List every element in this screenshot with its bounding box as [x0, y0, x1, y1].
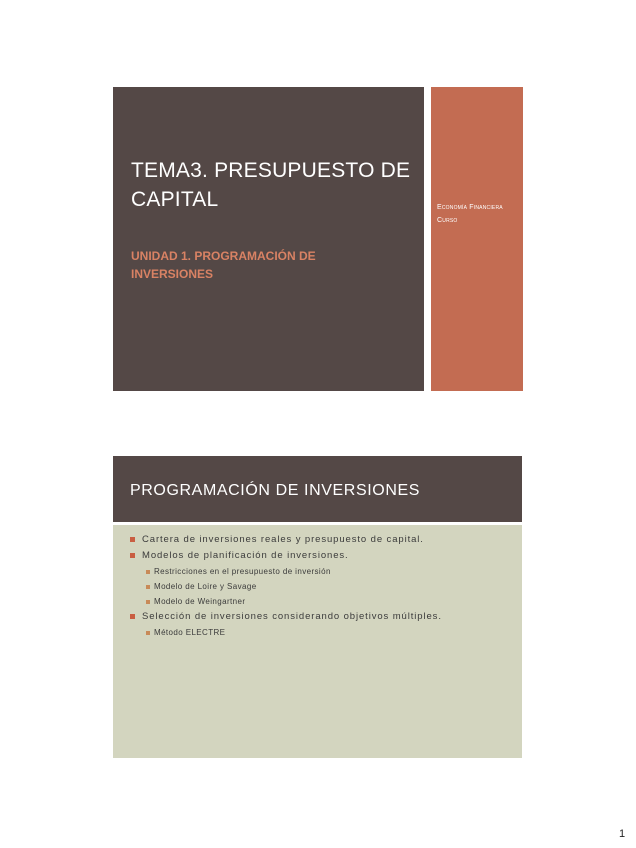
bullet-square-icon	[130, 553, 135, 558]
list-item-text: Modelos de planificación de inversiones.	[142, 550, 349, 561]
slide2-title: PROGRAMACIÓN DE INVERSIONES	[130, 482, 421, 499]
bullet-square-icon	[146, 570, 150, 574]
bullet-square-icon	[146, 585, 150, 589]
slide1-subtitle: UNIDAD 1. PROGRAMACIÓN DE INVERSIONES	[131, 249, 316, 281]
slide2-bullet-list	[130, 532, 515, 640]
list-item	[130, 548, 515, 564]
bullet-square-icon	[146, 631, 150, 635]
list-item-text: Modelo de Weingartner	[154, 597, 246, 606]
slide1-title: TEMA3. PRESUPUESTO DE CAPITAL	[131, 159, 411, 211]
list-item	[130, 609, 515, 625]
bullet-square-icon	[130, 537, 135, 542]
page-number: 1	[619, 828, 626, 840]
slide1-accent-panel	[431, 87, 523, 391]
bullet-square-icon	[146, 600, 150, 604]
sub-list-item	[130, 579, 515, 594]
sub-list-item	[130, 625, 515, 640]
slide1-side-text: Economía Financiera Curso	[437, 204, 503, 224]
list-item-text: Método ELECTRE	[154, 628, 226, 637]
list-item-text: Modelo de Loire y Savage	[154, 582, 257, 591]
list-item-text: Cartera de inversiones reales y presupuesto de capital.	[142, 534, 424, 545]
list-item-text: Selección de inversiones considerando objetivos múltiples.	[142, 611, 442, 622]
bullet-square-icon	[130, 614, 135, 619]
list-item	[130, 532, 515, 548]
list-item-text: Restricciones en el presupuesto de inversión	[154, 567, 331, 576]
sub-list-item	[130, 594, 515, 609]
sub-list-item	[130, 564, 515, 579]
slide1-title-panel	[113, 87, 424, 391]
